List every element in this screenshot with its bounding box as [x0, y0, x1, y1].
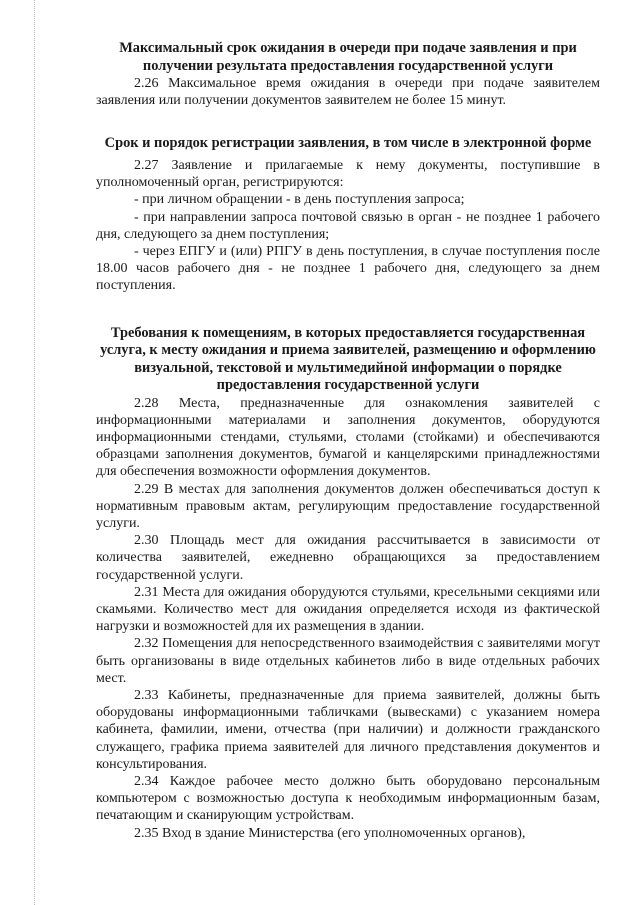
paragraph-2-30: 2.30 Площадь мест для ожидания рассчитывается в зависимости от количества заявителей, ежедневно обращающихся за предоставлением государственной услуги.: [96, 533, 600, 583]
heading-wait-time: Максимальный срок ожидания в очереди при подаче заявления и при получении результата предоставления государственной услуги: [119, 40, 577, 74]
list-item-postal: - при направлении запроса почтовой связью в орган - не позднее 1 рабочего дня, следующего за днем поступления;: [96, 209, 600, 242]
paragraph-2-33: 2.33 Кабинеты, предназначенные для приема заявителей, должны быть оборудованы информационными табличками (вывесками) с указанием номера кабинета, фамилии, имени, отчества (при наличии) и должности гражданского служащего, графика приема заявителей для личного представления документов и консультирования.: [96, 687, 600, 772]
list-item-epgu: - через ЕПГУ и (или) РПГУ в день поступления, в случае поступления после 18.00 часов рабочего дня - не позднее 1 рабочего дня, следующего за днем поступления.: [96, 243, 600, 294]
paragraph-2-34: 2.34 Каждое рабочее место должно быть оборудовано персональным компьютером с возможностью доступа к необходимым информационным базам, печатающим и сканирующим устройствам.: [96, 774, 600, 824]
paragraph-2-27: 2.27 Заявление и прилагаемые к нему документы, поступившие в уполномоченный орган, регистрируются:: [96, 157, 600, 191]
paragraph-2-32: 2.32 Помещения для непосредственного взаимодействия с заявителями могут быть организованы в виде отдельных кабинетов либо в виде отдельных рабочих мест.: [96, 636, 600, 686]
heading-registration: Срок и порядок регистрации заявления, в том числе в электронной форме: [104, 135, 592, 152]
document-body: [96, 40, 600, 842]
list-item-personal: - при личном обращении - в день поступления запроса;: [134, 192, 465, 208]
heading-premises: Требования к помещениям, в которых предоставляется государственная услуга, к месту ожидания и приема заявителей, размещению и оформлению визуальной, текстовой и мультимедийной информации о порядке предоставления государственной услуги: [100, 324, 596, 394]
paragraph-2-29: 2.29 В местах для заполнения документов должен обеспечиваться доступ к нормативным правовым актам, регулирующим предоставление государственной услуги.: [96, 481, 600, 531]
paragraph-2-28: 2.28 Места, предназначенные для ознакомления заявителей с информационными материалами и заполнения документов, оборудуются информационными стендами, стульями, столами (стойками) и обеспечиваются образцами заполнения документов, бумагой и канцелярскими принадлежностями для обеспечения возможности оформления документов.: [96, 395, 600, 480]
page-margin-line: [34, 0, 35, 905]
paragraph-2-35: 2.35 Вход в здание Министерства (его уполномоченных органов),: [134, 825, 526, 841]
paragraph-2-31: 2.31 Места для ожидания оборудуются стульями, кресельными секциями или скамьями. Количество мест для ожидания определяется исходя из фактической нагрузки и возможностей для их размещения в здании.: [96, 584, 600, 635]
paragraph-2-26: 2.26 Максимальное время ожидания в очереди при подаче заявителем заявления или получении документов заявителем не более 15 минут.: [96, 76, 600, 109]
